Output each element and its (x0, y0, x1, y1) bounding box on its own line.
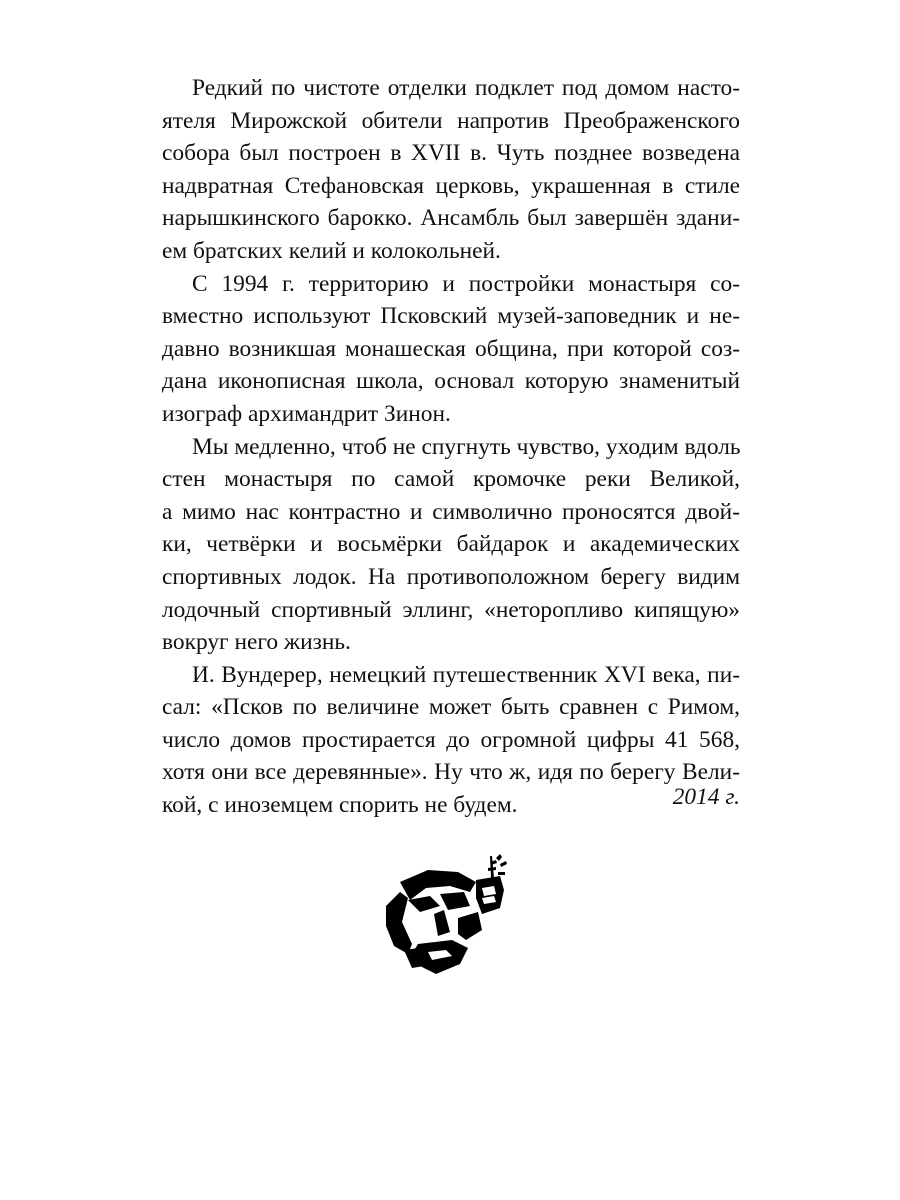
text-body (162, 72, 740, 822)
text-line: а мимо нас контрастно и символично проносятся двой- (162, 498, 740, 525)
paragraph (162, 72, 740, 268)
face-with-branch-vignette-icon (378, 852, 518, 982)
paragraph (162, 431, 740, 659)
paragraph (162, 268, 740, 431)
text-line: стен монастыря по самой кромочке реки Великой, (162, 466, 740, 493)
text-line: лодочный спортивный эллинг, «неторопливо кипящую» (162, 596, 740, 623)
text-line: вместно используют Псковский музей-заповедник и не- (162, 303, 740, 330)
text-line: Редкий по чистоте отделки подклет под домом насто- (192, 75, 740, 101)
text-line: вокруг него жизнь. (162, 629, 351, 656)
text-line: спортивных лодок. На противоположном берегу видим (162, 563, 740, 590)
text-line: ки, четвёрки и восьмёрки байдарок и академических (162, 531, 740, 558)
text-line: кой, с иноземцем спорить не будем. (162, 792, 518, 819)
text-line: сал: «Псков по величине может быть сравнен с Римом, (162, 694, 740, 721)
text-line: нарышкинского барокко. Ансамбль был завершён здани- (162, 205, 740, 232)
text-line: число домов простирается до огромной цифры 41 568, (162, 726, 740, 753)
text-line: давно возникшая монашеская община, при которой соз- (162, 335, 740, 362)
text-line: дана иконописная школа, основал которую знаменитый (162, 368, 740, 395)
text-line: Мы медленно, чтоб не спугнуть чувство, уходим вдоль (192, 433, 741, 460)
text-line: хотя они все деревянные». Ну что ж, идя по берегу Вели- (162, 759, 740, 786)
text-line: изограф архимандрит Зинон. (162, 400, 451, 427)
text-line: ем братских келий и колокольней. (162, 237, 501, 264)
text-line: надвратная Стефановская церковь, украшенная в стиле (162, 172, 740, 199)
text-line: И. Вундерер, немецкий путешественник XVI века, пи- (192, 661, 740, 688)
text-line: ятеля Мирожской обители напротив Преображенского (162, 107, 740, 134)
date-signature: 2014 г. (672, 784, 740, 810)
text-line: С 1994 г. территорию и постройки монастыря со- (192, 270, 740, 297)
text-line: собора был построен в XVII в. Чуть позднее возведена (162, 140, 740, 167)
